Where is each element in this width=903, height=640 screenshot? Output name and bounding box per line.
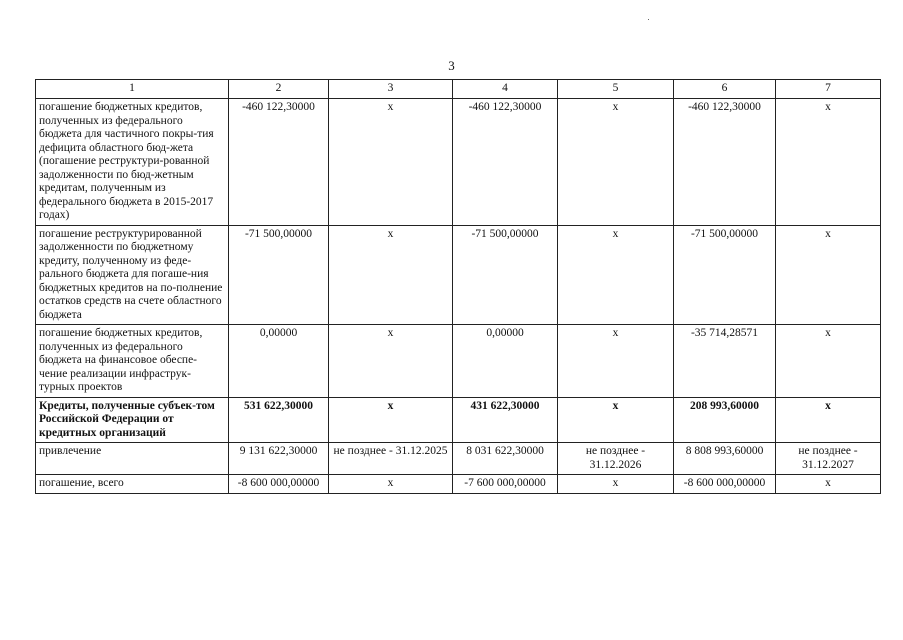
- term-cell: x: [776, 225, 881, 325]
- table-row: [36, 225, 881, 325]
- column-header: 4: [453, 80, 558, 99]
- column-header: 1: [36, 80, 229, 99]
- row-description: погашение бюджетных кредитов, полученных из федерального бюджета для частичного покры-тия дефицита областного бюд-жета (погашение реструктури-рованной задолженности по бюд-жетным кредитам, полученным из федерального бюджета в 2015-2017 годах): [36, 99, 229, 226]
- header-row: [36, 80, 881, 99]
- row-description: привлечение: [36, 443, 229, 475]
- table-row: [36, 99, 881, 226]
- term-cell: x: [776, 475, 881, 494]
- amount-cell: 8 031 622,30000: [453, 443, 558, 475]
- term-cell: x: [329, 99, 453, 226]
- term-cell: не позднее - 31.12.2026: [558, 443, 674, 475]
- term-cell: x: [329, 397, 453, 443]
- budget-table: [35, 79, 881, 494]
- term-cell: x: [776, 325, 881, 398]
- term-cell: x: [329, 475, 453, 494]
- term-cell: x: [558, 325, 674, 398]
- amount-cell: -71 500,00000: [674, 225, 776, 325]
- row-description: Кредиты, полученные субъек-том Российской Федерации от кредитных организаций: [36, 397, 229, 443]
- amount-cell: 0,00000: [453, 325, 558, 398]
- column-header: 7: [776, 80, 881, 99]
- table-row: [36, 325, 881, 398]
- column-header: 5: [558, 80, 674, 99]
- amount-cell: 531 622,30000: [229, 397, 329, 443]
- row-description: погашение бюджетных кредитов, полученных из федерального бюджета на финансовое обеспе-чение реализации инфраструк-турных проектов: [36, 325, 229, 398]
- amount-cell: -460 122,30000: [674, 99, 776, 226]
- term-cell: x: [776, 99, 881, 226]
- page-number: 3: [448, 58, 455, 73]
- row-description: погашение, всего: [36, 475, 229, 494]
- term-cell: x: [558, 225, 674, 325]
- term-cell: x: [329, 325, 453, 398]
- term-cell: не позднее - 31.12.2027: [776, 443, 881, 475]
- amount-cell: -7 600 000,00000: [453, 475, 558, 494]
- amount-cell: 9 131 622,30000: [229, 443, 329, 475]
- term-cell: x: [558, 397, 674, 443]
- column-header: 2: [229, 80, 329, 99]
- amount-cell: -35 714,28571: [674, 325, 776, 398]
- column-header: 6: [674, 80, 776, 99]
- table-row: [36, 443, 881, 475]
- amount-cell: 208 993,60000: [674, 397, 776, 443]
- term-cell: x: [329, 225, 453, 325]
- amount-cell: 8 808 993,60000: [674, 443, 776, 475]
- amount-cell: 431 622,30000: [453, 397, 558, 443]
- term-cell: x: [776, 397, 881, 443]
- amount-cell: -71 500,00000: [453, 225, 558, 325]
- amount-cell: -8 600 000,00000: [229, 475, 329, 494]
- term-cell: x: [558, 99, 674, 226]
- amount-cell: -71 500,00000: [229, 225, 329, 325]
- table-row: [36, 475, 881, 494]
- scan-speck: [648, 19, 649, 20]
- amount-cell: -8 600 000,00000: [674, 475, 776, 494]
- term-cell: x: [558, 475, 674, 494]
- table-row-subtotal: [36, 397, 881, 443]
- amount-cell: -460 122,30000: [229, 99, 329, 226]
- amount-cell: 0,00000: [229, 325, 329, 398]
- term-cell: не позднее - 31.12.2025: [329, 443, 453, 475]
- row-description: погашение реструктурированной задолженности по бюджетному кредиту, полученному из феде-рального бюджета для погаше-ния бюджетных кредитов на по-полнение остатков средств на счете областного бюджета: [36, 225, 229, 325]
- amount-cell: -460 122,30000: [453, 99, 558, 226]
- column-header: 3: [329, 80, 453, 99]
